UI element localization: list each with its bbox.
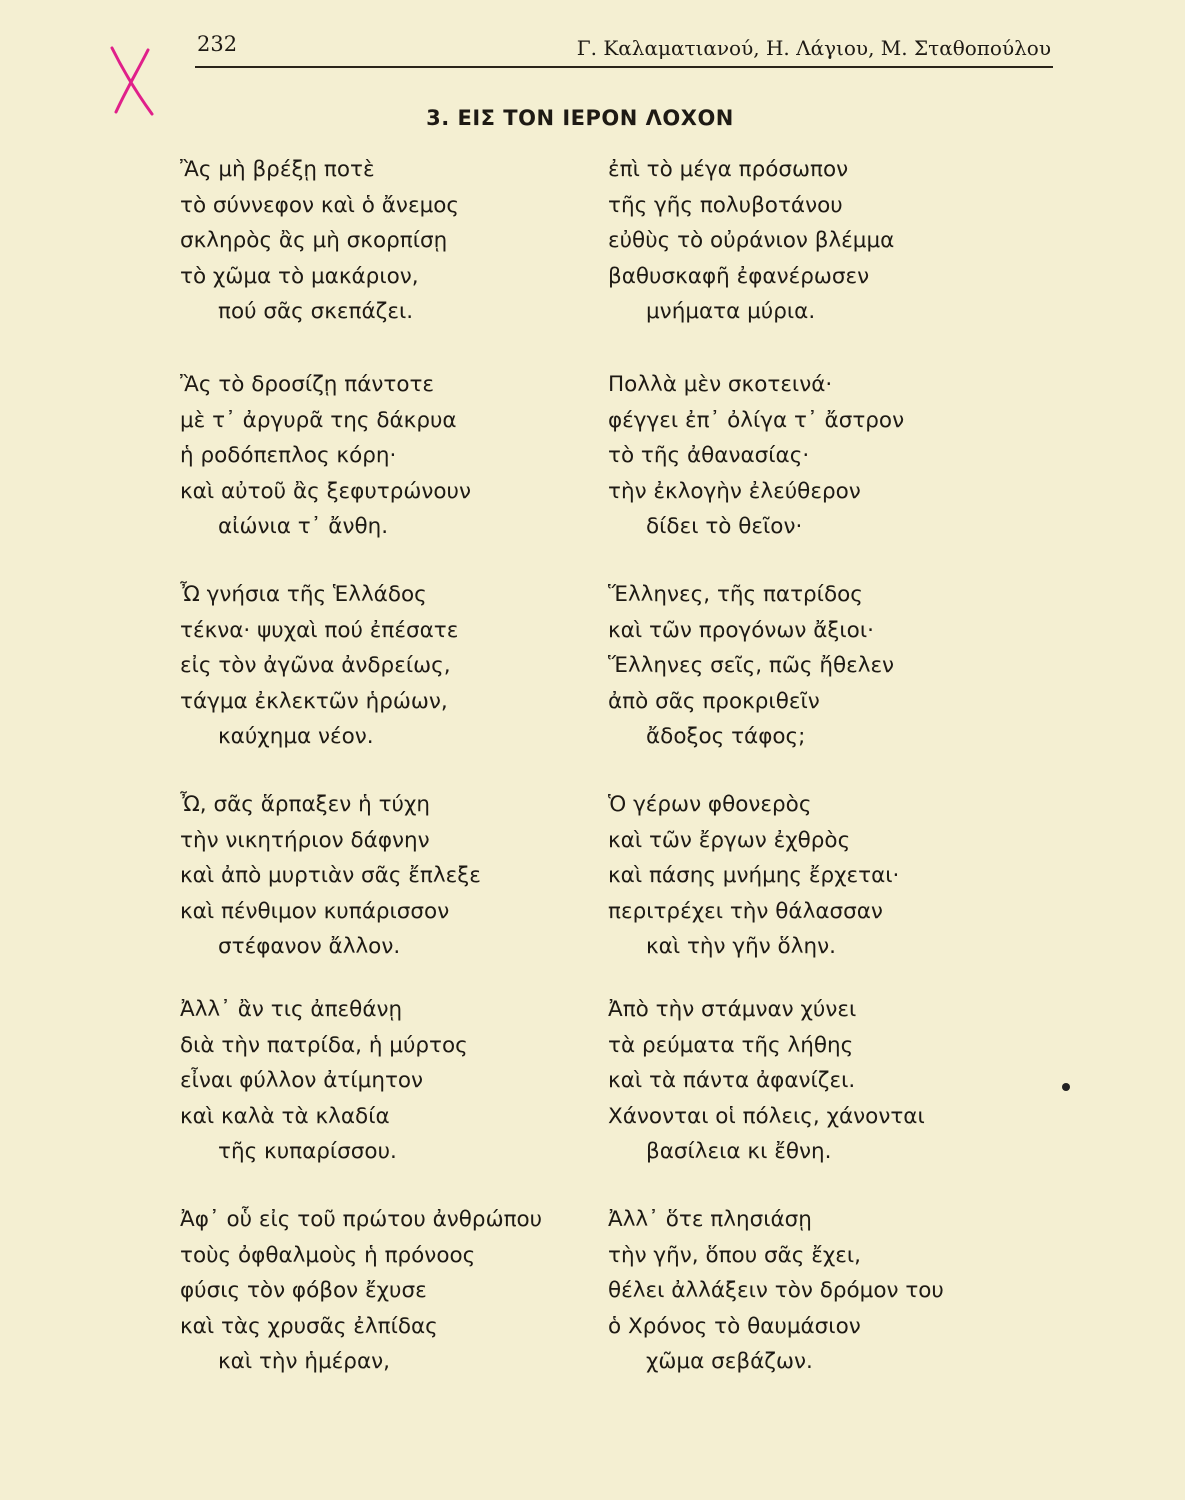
verse-line: αἰώνια τ᾽ ἄνθη. [218, 514, 389, 539]
verse-line: εἰς τὸν ἀγῶνα ἀνδρείως, [180, 653, 451, 678]
verse-line: τὴν γῆν, ὅπου σᾶς ἔχει, [608, 1242, 861, 1268]
verse-line: εἶναι φύλλον ἀτίμητον [180, 1068, 424, 1093]
verse-line: καὶ τὴν ἡμέραν, [218, 1349, 390, 1374]
verse-line: καὶ τὰς χρυσᾶς ἐλπίδας [180, 1313, 438, 1339]
verse-line: καὶ τῶν προγόνων ἄξιοι· [608, 617, 874, 643]
verse-line: Ἕλληνες σεῖς, πῶς ἤθελεν [608, 653, 895, 678]
verse-line: Ἂς μὴ βρέξῃ ποτὲ [180, 157, 375, 182]
verse-line: τῆς γῆς πολυβοτάνου [608, 192, 843, 218]
poem-title: 3. ΕΙΣ ΤΟΝ ΙΕΡΟΝ ΛΟΧΟΝ [426, 106, 734, 130]
verse-line: μὲ τ᾽ ἀργυρᾶ της δάκρυα [180, 407, 457, 433]
verse-line: Ὦ γνήσια τῆς Ἑλλάδος [180, 582, 427, 607]
verse-line: Χάνονται οἱ πόλεις, χάνονται [608, 1103, 925, 1129]
verse-line: τὰ ρεύματα τῆς λήθης [608, 1032, 854, 1058]
verse-line: Ἀλλ᾽ ἂν τις ἀπεθάνῃ [180, 997, 403, 1022]
verse-line: Πολλὰ μὲν σκοτεινά· [608, 372, 833, 397]
verse-line: φύσις τὸν φόβον ἔχυσε [180, 1278, 427, 1303]
running-head: Γ. Καλαματιανού, Η. Λάγιου, Μ. Σταθοπούλου [576, 36, 1051, 60]
verse-line: χῶμα σεβάζων. [646, 1349, 813, 1374]
verse-line: πού σᾶς σκεπάζει. [218, 299, 414, 324]
verse-line: διὰ τὴν πατρίδα, ἡ μύρτος [180, 1032, 468, 1058]
verse-line: τὴν ἐκλογὴν ἐλεύθερον [608, 478, 861, 504]
verse-line: ἄδοξος τάφος; [646, 724, 806, 749]
verse-line: εὐθὺς τὸ οὐράνιον βλέμμα [608, 228, 895, 253]
verse-line: καὶ πάσης μνήμης ἔρχεται· [608, 863, 900, 888]
verse-line: καὶ καλὰ τὰ κλαδία [180, 1103, 390, 1129]
verse-line: φέγγει ἐπ᾽ ὀλίγα τ᾽ ἄστρον [608, 407, 905, 433]
page-header [195, 30, 1055, 66]
verse-line: καὶ τῶν ἔργων ἐχθρὸς [608, 827, 851, 853]
verse-line: τὸ χῶμα τὸ μακάριον, [180, 263, 419, 289]
verse-line: Ὦ, σᾶς ἅρπαξεν ἡ τύχη [180, 792, 431, 817]
verse-line: βαθυσκαφῆ ἐφανέρωσεν [608, 263, 870, 289]
verse-line: τῆς κυπαρίσσου. [218, 1139, 397, 1164]
verse-line: καὶ τὰ πάντα ἀφανίζει. [608, 1068, 856, 1093]
verse-line: τάγμα ἐκλεκτῶν ἡρώων, [180, 688, 448, 714]
verse-line: Ἀφ᾽ οὗ εἰς τοῦ πρώτου ἀνθρώπου [180, 1207, 543, 1232]
verse-line: τοὺς ὀφθαλμοὺς ἡ πρόνοος [180, 1242, 476, 1268]
verse-line: τὸ σύννεφον καὶ ὁ ἄνεμος [180, 192, 460, 218]
verse-line: ἀπὸ σᾶς προκριθεῖν [608, 688, 820, 714]
verse-line: Ἀπὸ τὴν στάμναν χύνει [608, 997, 857, 1022]
verse-line: καὶ αὐτοῦ ἂς ξεφυτρώνουν [180, 478, 472, 504]
verse-line: Ἀλλ᾽ ὅτε πλησιάσῃ [608, 1207, 812, 1232]
verse-line: δίδει τὸ θεῖον· [646, 514, 803, 539]
verse-line: καύχημα νέον. [218, 724, 374, 749]
verse-line: περιτρέχει τὴν θάλασσαν [608, 898, 883, 924]
verse-line: βασίλεια κι ἔθνη. [646, 1139, 832, 1164]
verse-line: Ἕλληνες, τῆς πατρίδος [608, 582, 863, 607]
verse-line: καὶ ἀπὸ μυρτιὰν σᾶς ἔπλεξε [180, 863, 481, 888]
verse-line: στέφανον ἄλλον. [218, 934, 401, 959]
verse-line: καὶ πένθιμον κυπάρισσον [180, 898, 450, 924]
verse-line: μνήματα μύρια. [646, 299, 816, 324]
ink-speck [1062, 1083, 1070, 1091]
verse-line: θέλει ἀλλάξειν τὸν δρόμον του [608, 1278, 944, 1303]
verse-line: Ὁ γέρων φθονερὸς [608, 792, 812, 817]
verse-line: Ἂς τὸ δροσίζῃ πάντοτε [180, 372, 435, 397]
header-rule [195, 66, 1053, 68]
page-number: 232 [197, 32, 238, 56]
verse-line: καὶ τὴν γῆν ὅλην. [646, 934, 836, 959]
verse-line: σκληρὸς ἂς μὴ σκορπίσῃ [180, 228, 448, 253]
verse-line: τὸ τῆς ἀθανασίας· [608, 443, 810, 468]
verse-line: ἐπὶ τὸ μέγα πρόσωπον [608, 157, 849, 182]
verse-line: ἡ ροδόπεπλος κόρη· [180, 443, 397, 468]
verse-line: τέκνα· ψυχαὶ πού ἐπέσατε [180, 617, 459, 643]
verse-line: ὁ Χρόνος τὸ θαυμάσιον [608, 1313, 861, 1339]
verse-line: τὴν νικητήριον δάφνην [180, 827, 430, 853]
